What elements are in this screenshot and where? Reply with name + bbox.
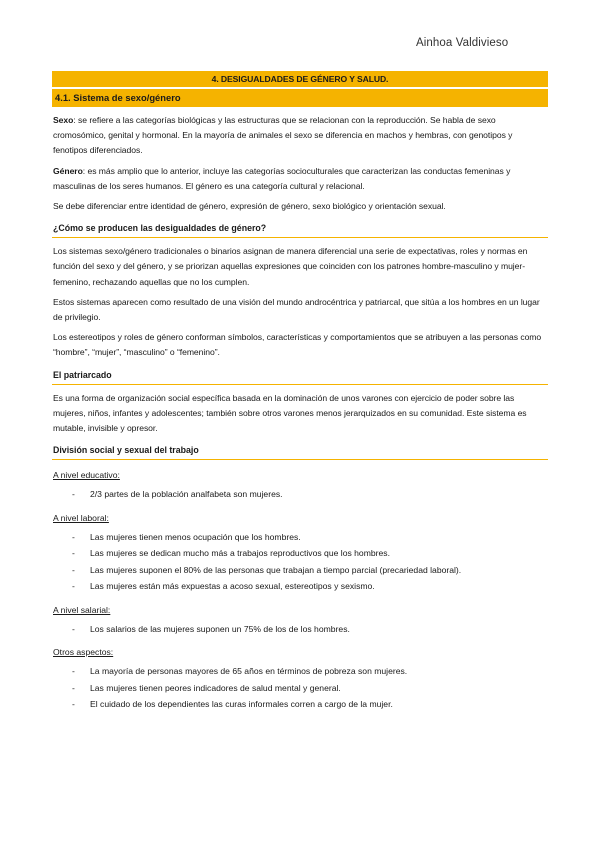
section-title: 4. DESIGUALDADES DE GÉNERO Y SALUD.	[52, 71, 548, 87]
genero-label: Género	[53, 165, 83, 176]
subsection-title: 4.1. Sistema de sexo/género	[52, 89, 548, 107]
desigualdades-paragraph-2: Estos sistemas aparecen como resultado de una visión del mundo androcéntrica y patriarcal, que sitúa a los hombres en un lugar de privilegio.	[53, 296, 540, 323]
sexo-label: Sexo	[53, 115, 74, 125]
list-item: - Las mujeres tienen peores indicadores de salud mental y general.	[52, 680, 548, 697]
desigualdades-paragraph-1: Los sistemas sexo/género tradicionales o binarios asignan de manera diferencial una serie de expectativas, roles y normas en función del sexo y del género, y se priorizan aquellas expresiones que coinciden con los patrones hombre-masculino y mujer-femenino, rechazando aquellas que no los cumplen.	[53, 246, 528, 287]
list-item: - Las mujeres tienen menos ocupación que los hombres.	[52, 529, 548, 546]
list-item: - 2/3 partes de la población analfabeta son mujeres.	[52, 486, 548, 503]
document-content	[52, 71, 548, 713]
division-heading: División social y sexual del trabajo	[52, 442, 548, 460]
dash-bullet: -	[72, 531, 75, 542]
list-item: - Los salarios de las mujeres suponen un 75% de los de los hombres.	[52, 621, 548, 638]
genero-text: : es más amplio que lo anterior, incluye las categorías socioculturales que caracterizan las conductas femeninas y masculinas de los seres humanos. El género es una categoría cultural y relacional.	[53, 165, 511, 191]
desigualdades-heading: ¿Cómo se producen las desigualdades de género?	[52, 220, 548, 238]
level-title-salarial: A nivel salarial:	[53, 604, 111, 615]
dash-bullet: -	[72, 682, 75, 693]
dash-bullet: -	[72, 548, 75, 559]
patriarcado-heading: El patriarcado	[52, 367, 548, 385]
list-item: - La mayoría de personas mayores de 65 años en términos de pobreza son mujeres.	[52, 663, 548, 680]
list-otros	[52, 663, 548, 713]
dash-bullet: -	[72, 666, 75, 677]
sexo-text: : se refiere a las categorías biológicas y las estructuras que se relacionan con la reproducción. Se habla de sexo cromosómico, genital y hormonal. En la mayoría de animales el sexo se diferencia en machos y hembras, con genotipos y fenotipos diferenciados.	[53, 115, 513, 156]
list-item: - El cuidado de los dependientes las curas informales corren a cargo de la mujer.	[52, 696, 548, 713]
desigualdades-paragraph-3: Los estereotipos y roles de género conforman símbolos, características y comportamientos que se atribuyen a las personas como “hombre”, “mujer”, “masculino” o “femenino”.	[53, 332, 542, 358]
dash-bullet: -	[72, 581, 75, 592]
author-name: Ainhoa Valdivieso	[416, 37, 509, 49]
diferenciar-paragraph: Se debe diferenciar entre identidad de género, expresión de género, sexo biológico y orientación sexual.	[53, 201, 446, 212]
dash-bullet: -	[72, 623, 75, 634]
list-educativo	[52, 486, 548, 503]
list-salarial	[52, 621, 548, 638]
list-item: - Las mujeres están más expuestas a acoso sexual, estereotipos y sexismo.	[52, 578, 548, 595]
level-title-laboral: A nivel laboral:	[53, 512, 109, 523]
list-laboral	[52, 529, 548, 595]
dash-bullet: -	[72, 699, 75, 710]
genero-definition	[52, 164, 548, 194]
list-item: - Las mujeres se dedican mucho más a trabajos reproductivos que los hombres.	[52, 545, 548, 562]
dash-bullet: -	[72, 564, 75, 575]
list-item: - Las mujeres suponen el 80% de las personas que trabajan a tiempo parcial (precariedad laboral).	[52, 562, 548, 579]
dash-bullet: -	[72, 489, 75, 500]
sexo-definition	[52, 113, 548, 159]
patriarcado-paragraph: Es una forma de organización social específica basada en la dominación de unos varones con ejercicio de poder sobre las mujeres, niños, infantes y adolescentes; también sobre otros varones menos jerarquizados en su comunidad. Este sistema es mutable, invisible y opresor.	[53, 392, 527, 434]
level-title-otros: Otros aspectos:	[53, 647, 114, 658]
level-title-educativo: A nivel educativo:	[53, 470, 120, 481]
